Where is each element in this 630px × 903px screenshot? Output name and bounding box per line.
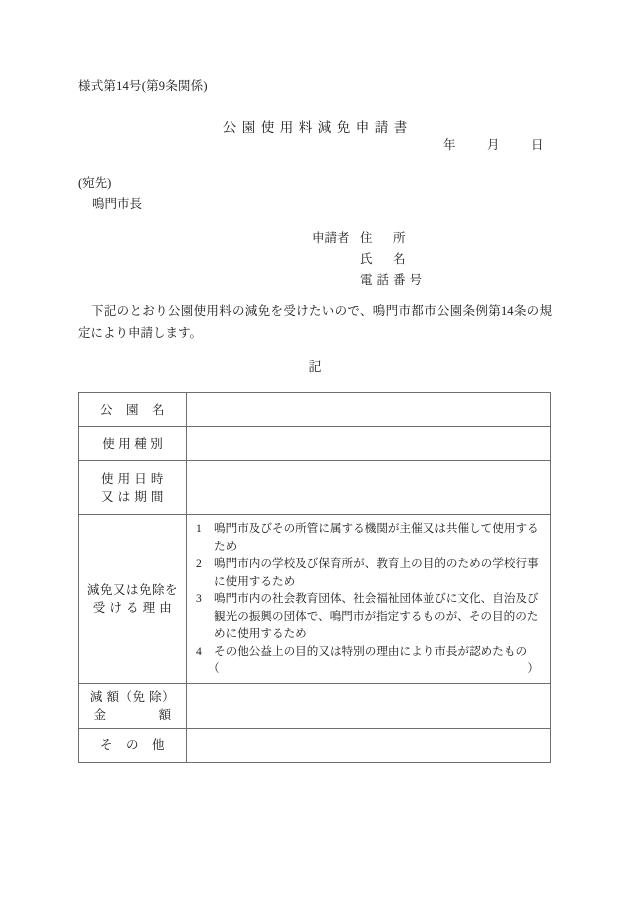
reason-number: 2 [196,557,202,570]
date-line [0,135,545,153]
row-value-park-name[interactable] [187,393,551,427]
applicant-phone-label: 電話番号 [360,273,427,287]
table-row [79,515,551,684]
row-label-text-line1: 使 用 日 時 [101,471,164,486]
table-row [79,728,551,762]
row-value-reduction-reason[interactable] [187,515,551,684]
reason-freetext-field[interactable] [194,660,543,678]
applicant-name-row [312,249,426,270]
table-row [79,427,551,461]
row-label-text-line2: 受 け る 理 由 [92,600,173,615]
row-value-usage-type[interactable] [187,427,551,461]
row-label-usage-datetime [79,461,187,515]
reason-text: 鳴門市及びその所管に属する機関が主催又は共催して使用するため [214,522,539,553]
application-table [78,392,551,763]
paren-open: （ [208,662,220,675]
applicant-heading: 申請者 [312,231,350,245]
row-label-text-line1: 減 額（免 除） [89,689,176,704]
row-label-other [79,728,187,762]
applicant-address-row [312,228,426,249]
row-label-text: 公 園 名 [99,402,165,417]
row-label-text: そ の 他 [99,738,165,752]
row-label-text-line2: 金 額 [93,707,172,722]
form-number: 様式第14号(第9条関係) [78,79,208,93]
reason-text: 鳴門市内の社会教育団体、社会福祉団体並びに文化、自治及び観光の振興の団体で、鳴門市が指定するものが、その目的のために使用するため [214,592,539,640]
reason-option-4[interactable] [194,643,543,661]
table-row [79,393,551,427]
applicant-address-label: 住 所 [360,231,410,245]
page-title: 公園使用料減免申請書 [222,120,413,135]
reason-number: 4 [196,644,202,658]
reason-option-1[interactable] [194,520,543,555]
row-label-text-line1: 減免又は免除を [86,582,178,597]
row-value-other[interactable] [187,728,551,762]
addressee-label: (宛先) [78,176,112,190]
applicant-phone-row [312,270,426,291]
date-year-label: 年 [443,138,456,152]
row-value-usage-datetime[interactable] [187,461,551,515]
table-row [79,683,551,728]
row-label-text: 使用種別 [102,436,167,451]
reason-option-3[interactable] [194,590,543,643]
applicant-name-label: 氏 名 [360,252,410,266]
table-row [79,461,551,515]
reason-option-list [194,520,543,660]
ki-marker: 記 [308,359,322,374]
paren-close: ） [527,662,539,675]
date-month-label: 月 [487,138,500,152]
row-label-reduction-reason [79,515,187,684]
date-day-label: 日 [531,138,544,152]
row-label-usage-type [79,427,187,461]
row-label-text-line2: 又 は 期 間 [101,489,164,504]
reason-number: 3 [196,592,202,605]
reason-text: その他公益上の目的又は特別の理由により市長が認めたもの [214,644,528,658]
reason-option-2[interactable] [194,555,543,590]
row-value-reduction-amount[interactable] [187,683,551,728]
addressee-name: 鳴門市長 [92,197,143,211]
reason-text: 鳴門市内の学校及び保育所が、教育上の目的のための学校行事に使用するため [214,557,539,588]
reason-number: 1 [196,522,202,535]
applicant-block [312,228,426,291]
body-paragraph: 下記のとおり公園使用料の減免を受けたいので、鳴門市都市公園条例第14条の規定により申請します。 [78,304,552,340]
row-label-park-name [79,393,187,427]
row-label-reduction-amount [79,683,187,728]
